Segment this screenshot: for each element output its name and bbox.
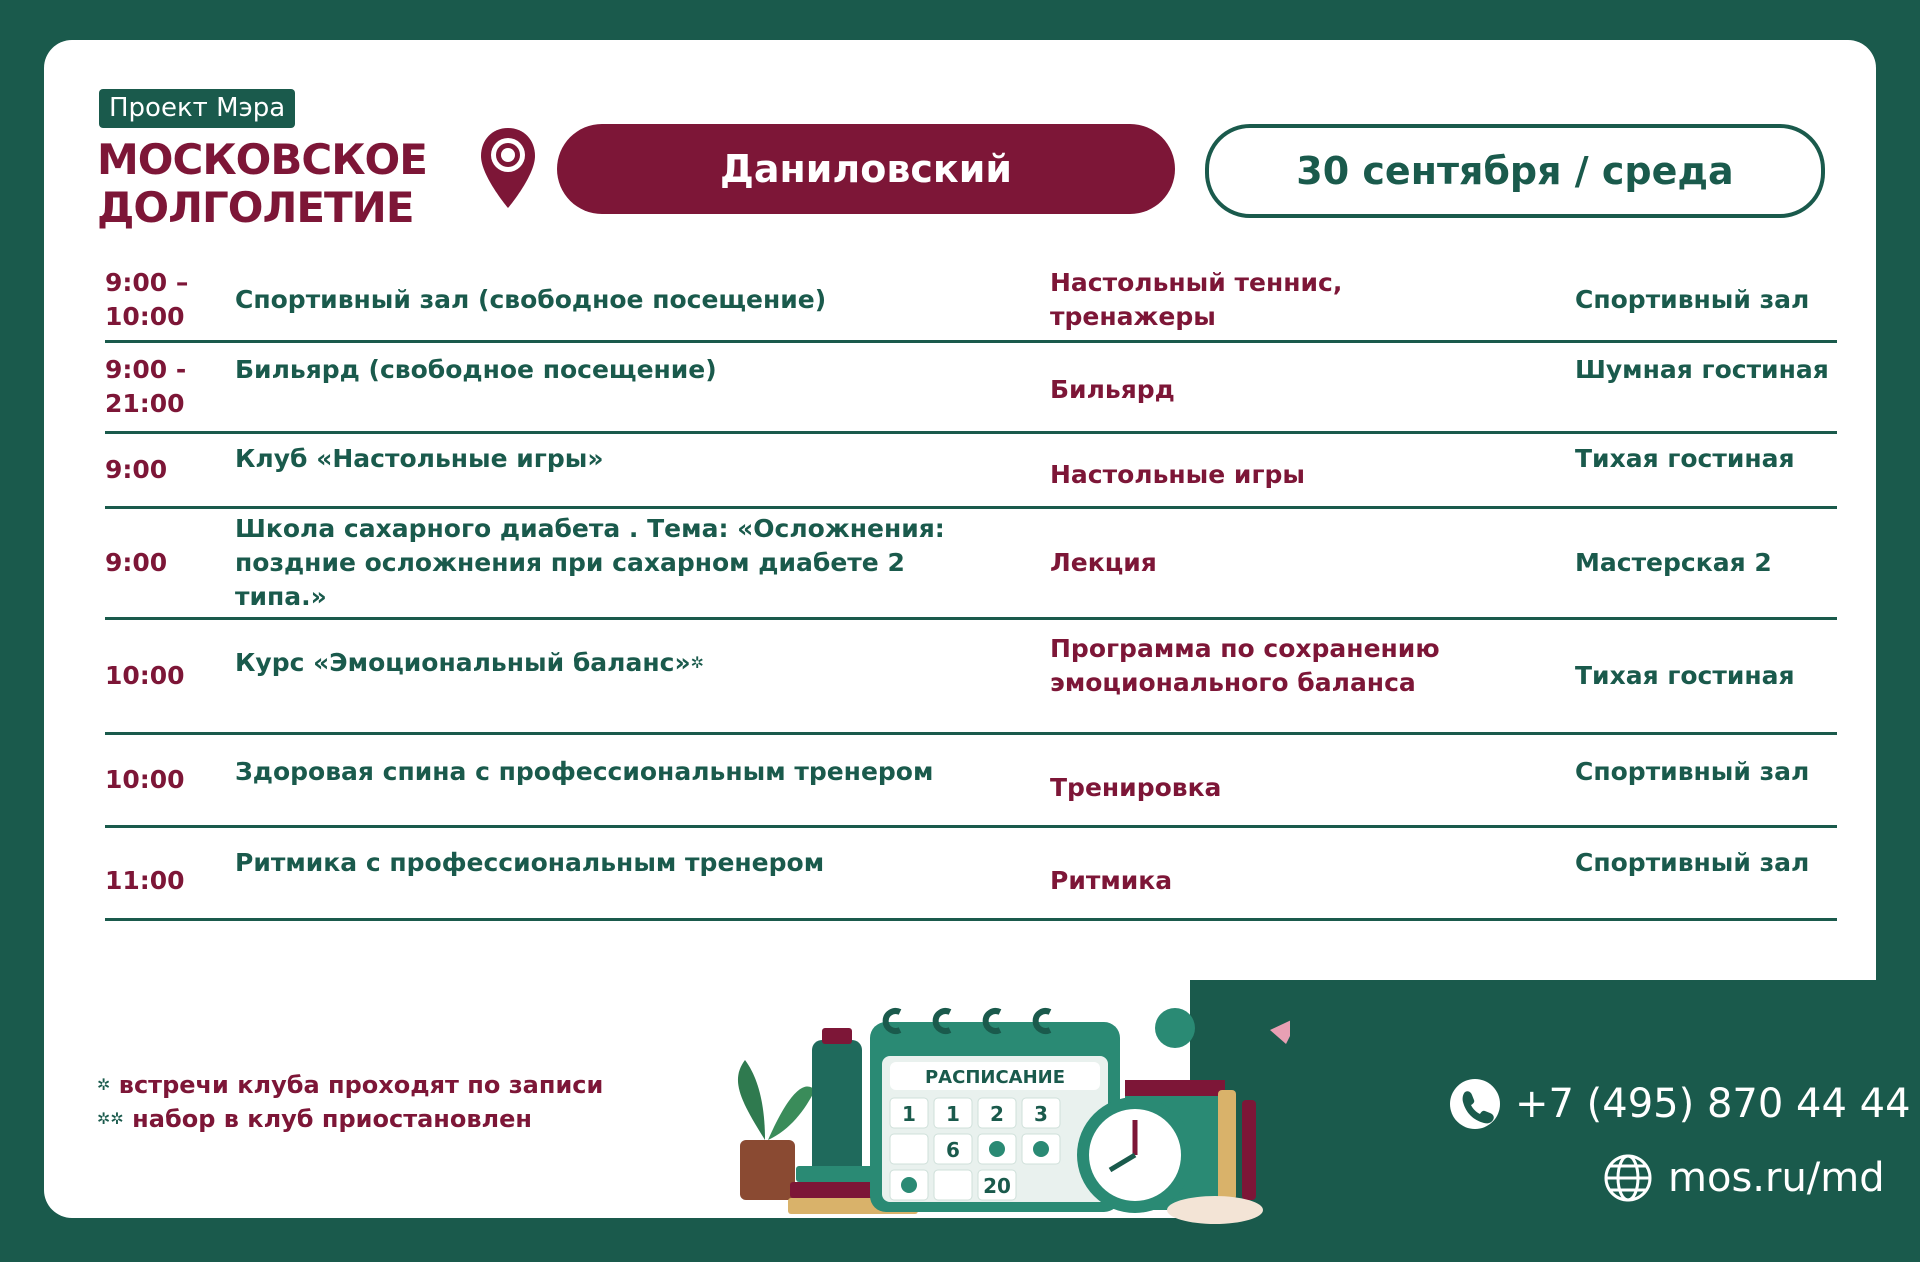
event-time: 11:00 [105,866,185,895]
event-title: Здоровая спина с профессиональным тренером [235,757,934,786]
globe-icon [1602,1152,1654,1204]
table-row [105,509,1837,620]
footnotes [97,1068,603,1136]
event-place: Тихая гостиная [1575,444,1795,473]
event-title: Ритмика с профессиональным тренером [235,848,825,877]
event-time: 9:00 – 10:00 [105,268,189,331]
phone-number: +7 (495) 870 44 44 [1515,1081,1911,1127]
calendar-cell: 3 [1034,1102,1048,1126]
calendar-cell: 1 [902,1102,916,1126]
table-row [105,434,1837,509]
event-time: 10:00 [105,765,185,794]
event-type: Программа по сохранению эмоционального баланса [1050,634,1440,697]
project-badge: Проект Мэра [99,89,295,128]
event-time: 9:00 [105,548,168,577]
event-type: Бильярд [1050,375,1175,404]
event-place: Спортивный зал [1575,757,1810,786]
table-row [105,260,1837,343]
event-title-text: Курс «Эмоциональный баланс» [235,648,691,677]
phone-icon [1449,1078,1501,1130]
table-row [105,620,1837,735]
event-place: Мастерская 2 [1575,548,1772,577]
event-time: 9:00 - 21:00 [105,355,187,418]
event-title [235,646,1035,680]
calendar-title: РАСПИСАНИЕ [924,1067,1066,1088]
website-url: mos.ru/md [1668,1155,1885,1201]
event-place: Шумная гостиная [1575,355,1829,384]
event-place: Спортивный зал [1575,285,1810,314]
event-title: Школа сахарного диабета . Тема: «Осложнения: поздние осложнения при сахарном диабете 2 типа.» [235,514,945,611]
footnote-1 [97,1068,603,1102]
event-type: Лекция [1050,548,1157,577]
schedule-table [105,260,1837,921]
footnote-text: набор в клуб приостановлен [132,1105,532,1133]
asterisk-icon: ✲ [97,1075,111,1094]
event-title: Спортивный зал (свободное посещение) [235,285,827,314]
event-type: Тренировка [1050,773,1222,802]
footnote-text: встречи клуба проходят по записи [118,1071,604,1099]
event-title: Бильярд (свободное посещение) [235,355,717,384]
event-time: 9:00 [105,455,168,484]
date-pill: 30 сентября / среда [1205,124,1825,218]
footnote-2 [97,1102,603,1136]
event-type: Настольные игры [1050,460,1306,489]
brand-logo [97,136,427,232]
website-contact [1602,1152,1885,1204]
phone-contact [1449,1078,1911,1130]
table-row [105,343,1837,434]
brand-line-1: МОСКОВСКОЕ [97,135,427,184]
event-title: Клуб «Настольные игры» [235,444,604,473]
event-time: 10:00 [105,661,185,690]
event-type: Ритмика [1050,866,1173,895]
asterisk-icon: ✲ [690,653,704,672]
schedule-illustration [590,970,1290,1228]
event-place: Спортивный зал [1575,848,1810,877]
location-pin-icon [478,126,538,210]
event-type: Настольный теннис, тренажеры [1050,268,1343,331]
brand-line-2: ДОЛГОЛЕТИЕ [97,183,414,232]
district-pill: Даниловский [557,124,1175,214]
calendar-cell: 1 [946,1102,960,1126]
calendar-cell: 2 [990,1102,1004,1126]
calendar-cell: 6 [946,1138,960,1162]
event-place: Тихая гостиная [1575,661,1795,690]
calendar-cell: 20 [983,1174,1011,1198]
table-row [105,828,1837,921]
table-row [105,735,1837,828]
double-asterisk-icon: ✲✲ [97,1109,124,1128]
